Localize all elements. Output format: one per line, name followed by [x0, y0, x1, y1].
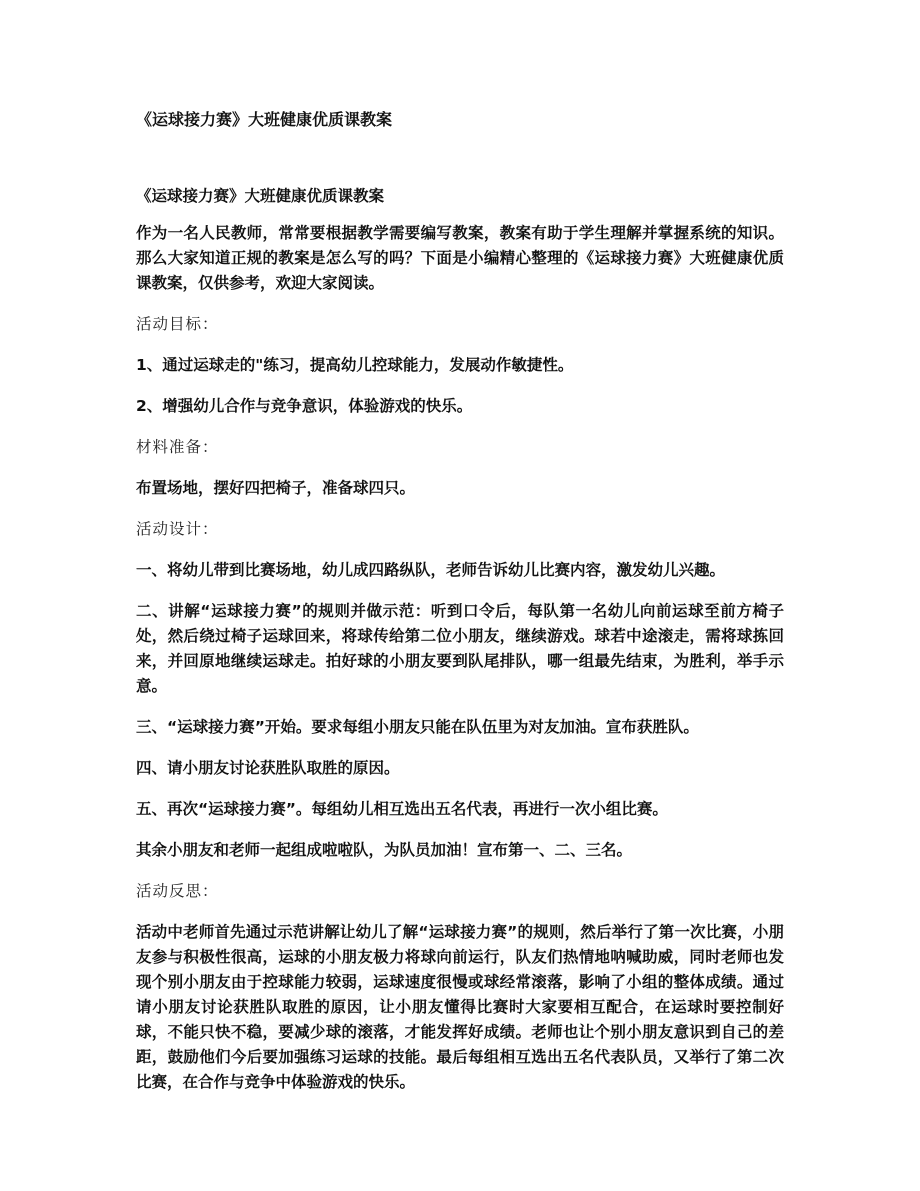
design-step-3: 三、“运球接力赛”开始。要求每组小朋友只能在队伍里为对友加油。宣布获胜队。 — [136, 718, 699, 736]
design-closing: 其余小朋友和老师一起组成啦啦队，为队员加油！宣布第一、二、三名。 — [136, 841, 633, 859]
design-step-4: 四、请小朋友讨论获胜队取胜的原因。 — [136, 759, 400, 777]
design-step-5: 五、再次“运球接力赛”。每组幼儿相互选出五名代表，再进行一次小组比赛。 — [136, 800, 668, 818]
section-label-reflection: 活动反思： — [136, 882, 219, 900]
design-step-1: 一、将幼儿带到比赛场地，幼儿成四路纵队，老师告诉幼儿比赛内容，激发幼儿兴趣。 — [136, 561, 726, 579]
intro-paragraph: 作为一名人民教师，常常要根据教学需要编写教案，教案有助于学生理解并掌握系统的知识。那么大家知道正规的教案是怎么写的吗？下面是小编精心整理的《运球接力赛》大班健康优质课教案，仅供参考，欢迎大家阅读。 — [136, 224, 784, 292]
body-heading: 《运球接力赛》大班健康优质课教案 — [136, 187, 385, 205]
document-title: 《运球接力赛》大班健康优质课教案 — [136, 110, 393, 129]
section-label-design: 活动设计： — [136, 520, 219, 538]
design-step-2: 二、讲解“运球接力赛”的规则并做示范：听到口令后，每队第一名幼儿向前运球至前方椅子处，然后绕过椅子运球回来，将球传给第二位小朋友，继续游戏。球若中途滚走，需将球拣回来，并回原地继续运球走。拍好球的小朋友要到队尾排队，哪一组最先结束，为胜利，举手示意。 — [136, 602, 784, 695]
section-label-materials: 材料准备： — [136, 438, 219, 456]
materials-paragraph: 布置场地，摆好四把椅子，准备球四只。 — [136, 479, 416, 497]
objective-item-1: 1、通过运球走的"练习，提高幼儿控球能力，发展动作敏捷性。 — [136, 356, 574, 374]
document-body — [136, 184, 784, 1111]
objective-item-2: 2、增强幼儿合作与竞争意识，体验游戏的快乐。 — [136, 397, 473, 415]
section-label-objectives: 活动目标： — [136, 315, 219, 333]
reflection-paragraph: 活动中老师首先通过示范讲解让幼儿了解“运球接力赛”的规则，然后举行了第一次比赛，小朋友参与积极性很高，运球的小朋友极力将球向前运行，队友们热情地呐喊助威，同时老师也发现个别小朋友由于控球能力较弱，运球速度很慢或球经常滚落，影响了小组的整体成绩。通过请小朋友讨论获胜队取胜的原因，让小朋友懂得比赛时大家要相互配合，在运球时要控制好球，不能只快不稳，要减少球的滚落，才能发挥好成绩。老师也让个别小朋友意识到自己的差距，鼓励他们今后要加强练习运球的技能。最后每组相互选出五名代表队员，又举行了第二次比赛，在合作与竞争中体验游戏的快乐。 — [136, 923, 784, 1091]
